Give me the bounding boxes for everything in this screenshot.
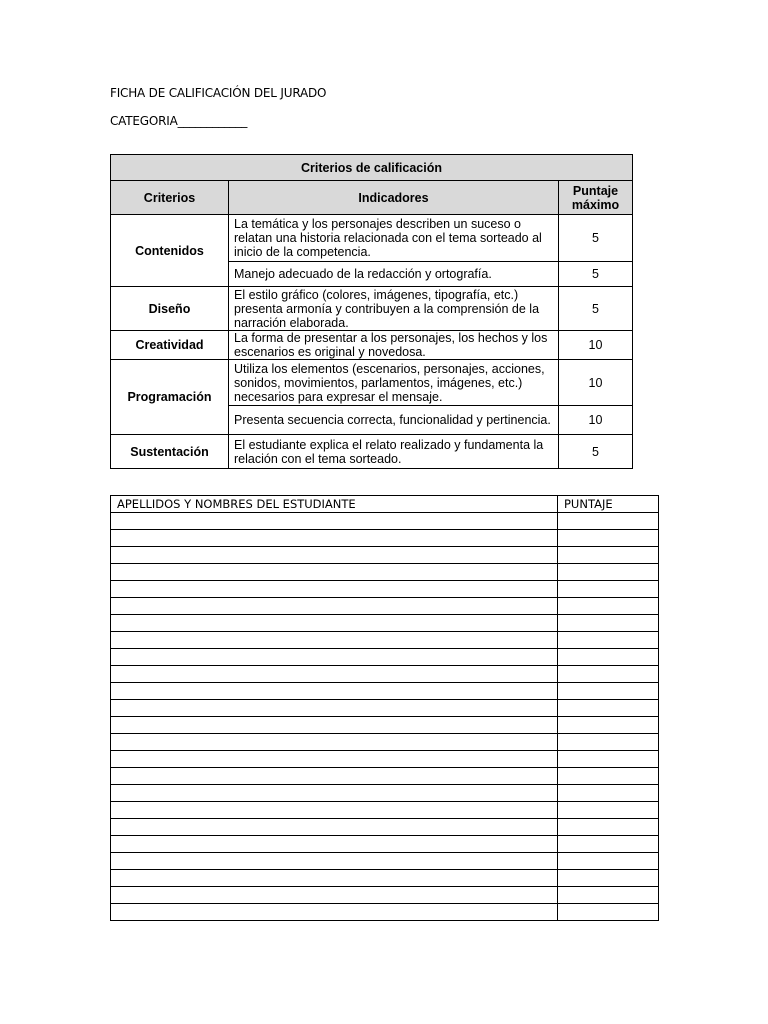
points-cell: 10 [559, 360, 633, 406]
student-row [111, 632, 659, 649]
student-score-cell[interactable] [558, 785, 659, 802]
student-row [111, 887, 659, 904]
student-name-cell[interactable] [111, 700, 558, 717]
header-student-names: APELLIDOS Y NOMBRES DEL ESTUDIANTE [111, 496, 558, 513]
student-row [111, 819, 659, 836]
student-score-cell[interactable] [558, 768, 659, 785]
indicator-cell: El estudiante explica el relato realizado y fundamenta la relación con el tema sorteado. [229, 435, 559, 469]
header-criterios: Criterios [111, 181, 229, 215]
student-row [111, 785, 659, 802]
student-name-cell[interactable] [111, 717, 558, 734]
student-score-cell[interactable] [558, 870, 659, 887]
student-row [111, 683, 659, 700]
student-score-cell[interactable] [558, 513, 659, 530]
student-score-cell[interactable] [558, 649, 659, 666]
points-cell: 10 [559, 331, 633, 360]
indicator-cell: La temática y los personajes describen un suceso o relatan una historia relacionada con el tema sorteado al inicio de la competencia. [229, 215, 559, 262]
student-row [111, 870, 659, 887]
student-row [111, 513, 659, 530]
student-score-cell[interactable] [558, 819, 659, 836]
student-score-cell[interactable] [558, 734, 659, 751]
student-score-cell[interactable] [558, 802, 659, 819]
points-cell: 5 [559, 435, 633, 469]
points-cell: 5 [559, 215, 633, 262]
student-row [111, 802, 659, 819]
points-cell: 5 [559, 262, 633, 287]
student-row [111, 904, 659, 921]
student-name-cell[interactable] [111, 666, 558, 683]
student-name-cell[interactable] [111, 615, 558, 632]
student-name-cell[interactable] [111, 632, 558, 649]
student-score-cell[interactable] [558, 530, 659, 547]
indicator-cell: La forma de presentar a los personajes, los hechos y los escenarios es original y novedosa. [229, 331, 559, 360]
student-name-cell[interactable] [111, 768, 558, 785]
student-score-cell[interactable] [558, 700, 659, 717]
indicator-cell: Manejo adecuado de la redacción y ortografía. [229, 262, 559, 287]
student-score-cell[interactable] [558, 887, 659, 904]
student-score-cell[interactable] [558, 615, 659, 632]
indicator-cell: Utiliza los elementos (escenarios, personajes, acciones, sonidos, movimientos, parlamentos, imágenes, etc.) necesarios para expresar el mensaje. [229, 360, 559, 406]
student-score-cell[interactable] [558, 547, 659, 564]
student-row [111, 649, 659, 666]
student-score-cell[interactable] [558, 904, 659, 921]
student-score-cell[interactable] [558, 632, 659, 649]
criterion-creatividad: Creatividad [111, 331, 229, 360]
student-name-cell[interactable] [111, 598, 558, 615]
student-name-cell[interactable] [111, 887, 558, 904]
student-row [111, 530, 659, 547]
student-row [111, 700, 659, 717]
criterion-diseno: Diseño [111, 287, 229, 331]
students-table [110, 495, 659, 921]
criterion-programacion: Programación [111, 360, 229, 435]
student-score-cell[interactable] [558, 581, 659, 598]
student-row [111, 581, 659, 598]
student-row [111, 836, 659, 853]
header-puntaje-maximo: Puntaje máximo [559, 181, 633, 215]
student-row [111, 615, 659, 632]
student-name-cell[interactable] [111, 853, 558, 870]
student-score-cell[interactable] [558, 564, 659, 581]
student-row [111, 768, 659, 785]
student-rows [111, 513, 659, 921]
student-name-cell[interactable] [111, 547, 558, 564]
student-score-cell[interactable] [558, 853, 659, 870]
header-indicadores: Indicadores [229, 181, 559, 215]
header-score: PUNTAJE [558, 496, 659, 513]
category-label: CATEGORIA____________ [110, 114, 248, 128]
student-name-cell[interactable] [111, 564, 558, 581]
student-name-cell[interactable] [111, 649, 558, 666]
student-row [111, 564, 659, 581]
student-row [111, 547, 659, 564]
criterion-contenidos: Contenidos [111, 215, 229, 287]
student-name-cell[interactable] [111, 581, 558, 598]
student-name-cell[interactable] [111, 836, 558, 853]
student-score-cell[interactable] [558, 717, 659, 734]
student-score-cell[interactable] [558, 598, 659, 615]
student-name-cell[interactable] [111, 683, 558, 700]
student-name-cell[interactable] [111, 870, 558, 887]
student-row [111, 598, 659, 615]
student-name-cell[interactable] [111, 819, 558, 836]
student-name-cell[interactable] [111, 734, 558, 751]
points-cell: 5 [559, 287, 633, 331]
student-row [111, 734, 659, 751]
student-row [111, 717, 659, 734]
indicator-cell: El estilo gráfico (colores, imágenes, tipografía, etc.) presenta armonía y contribuyen a la comprensión de la narración elaborada. [229, 287, 559, 331]
points-cell: 10 [559, 406, 633, 435]
criteria-table-caption: Criterios de calificación [111, 155, 633, 181]
student-name-cell[interactable] [111, 904, 558, 921]
criteria-table [110, 154, 633, 469]
student-row [111, 666, 659, 683]
student-name-cell[interactable] [111, 513, 558, 530]
student-row [111, 853, 659, 870]
student-name-cell[interactable] [111, 751, 558, 768]
student-score-cell[interactable] [558, 751, 659, 768]
student-name-cell[interactable] [111, 785, 558, 802]
student-score-cell[interactable] [558, 683, 659, 700]
student-score-cell[interactable] [558, 836, 659, 853]
student-name-cell[interactable] [111, 530, 558, 547]
student-row [111, 751, 659, 768]
document-title: FICHA DE CALIFICACIÓN DEL JURADO [110, 86, 327, 100]
student-name-cell[interactable] [111, 802, 558, 819]
student-score-cell[interactable] [558, 666, 659, 683]
indicator-cell: Presenta secuencia correcta, funcionalidad y pertinencia. [229, 406, 559, 435]
criterion-sustentacion: Sustentación [111, 435, 229, 469]
